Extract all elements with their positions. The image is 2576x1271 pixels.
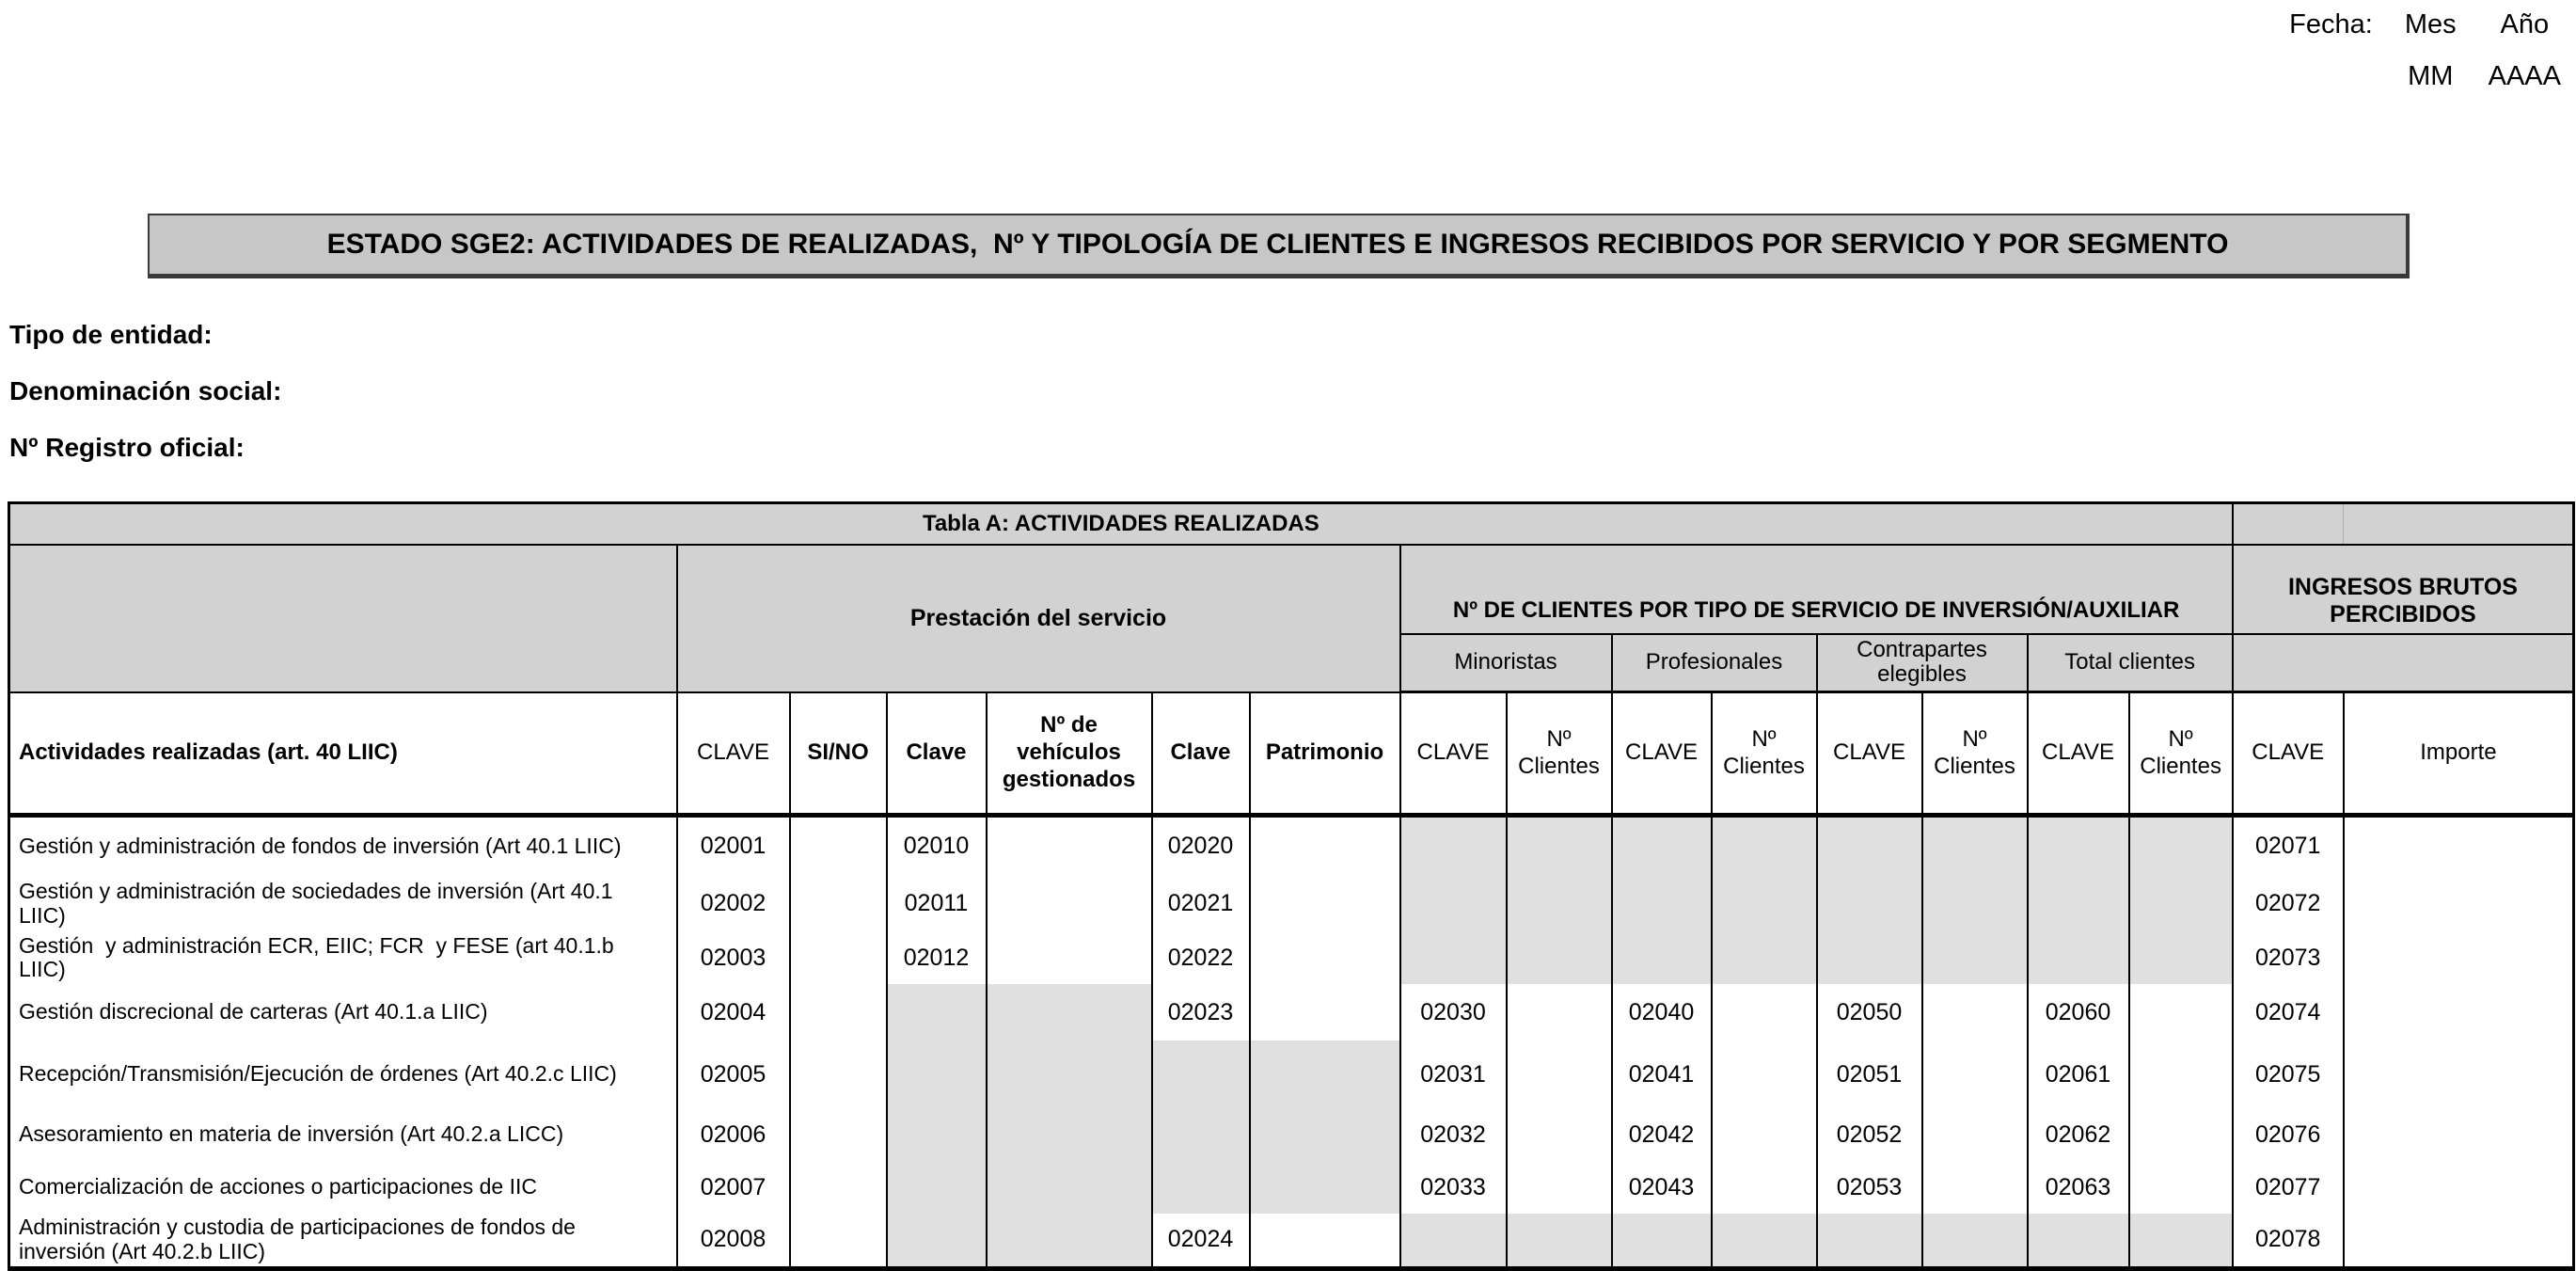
cell-prof_n (1712, 1041, 1817, 1108)
colhead-total-clave: CLAVE (2028, 692, 2129, 816)
activity-label-cell: Gestión y administración ECR, EIIC; FCR y FESE (art 40.1.b LIIC) (9, 932, 677, 985)
cell-prof_clave: 02043 (1612, 1161, 1712, 1214)
table-row (9, 1108, 2574, 1161)
cell-total_n (2129, 984, 2233, 1041)
cell-n_vehiculos (987, 1161, 1152, 1214)
cell-si_no (790, 1214, 887, 1268)
cell-prof_clave (1612, 876, 1712, 932)
activity-label-cell: Administración y custodia de participaciones de fondos de inversión (Art 40.2.b LIIC) (9, 1214, 677, 1268)
cell-contra_n (1922, 1108, 2028, 1161)
cell-ing_clave: 02073 (2233, 932, 2344, 985)
group-ingresos-brutos: INGRESOS BRUTOS PERCIBIDOS (2233, 545, 2574, 634)
cell-n_vehiculos (987, 984, 1152, 1041)
table-row (9, 1041, 2574, 1108)
cell-min_clave (1400, 816, 1507, 876)
cell-clave_gestion (887, 984, 987, 1041)
cell-min_clave: 02033 (1400, 1161, 1507, 1214)
cell-patrimonio (1250, 1161, 1400, 1214)
cell-si_no (790, 932, 887, 985)
cell-si_no (790, 816, 887, 876)
colhead-min-clave: CLAVE (1400, 692, 1507, 816)
cell-patrimonio (1250, 984, 1400, 1041)
cell-clave: 02008 (677, 1214, 790, 1268)
cell-total_clave (2028, 1214, 2129, 1268)
cell-si_no (790, 1108, 887, 1161)
cell-prof_n (1712, 984, 1817, 1041)
cell-ing_clave: 02078 (2233, 1214, 2344, 1268)
cell-contra_n (1922, 1214, 2028, 1268)
subgroup-contrapartes-elegibles: Contrapartes elegibles (1817, 634, 2028, 692)
cell-n_vehiculos (987, 1108, 1152, 1161)
cell-min_clave (1400, 1214, 1507, 1268)
colhead-n-vehiculos: Nº de vehículos gestionados (987, 692, 1152, 816)
cell-importe (2344, 1214, 2574, 1268)
cell-clave_patrimonio: 02024 (1152, 1214, 1250, 1268)
cell-patrimonio (1250, 1041, 1400, 1108)
cell-min_n (1507, 984, 1612, 1041)
form-title-bar (148, 214, 2410, 278)
cell-total_n (2129, 1161, 2233, 1214)
cell-prof_n (1712, 876, 1817, 932)
cell-prof_n (1712, 1214, 1817, 1268)
ano-label: Año (2500, 9, 2550, 40)
cell-n_vehiculos (987, 1041, 1152, 1108)
cell-contra_clave: 02052 (1817, 1108, 1922, 1161)
cell-clave_patrimonio (1152, 1041, 1250, 1108)
cell-total_clave: 02063 (2028, 1161, 2129, 1214)
cell-clave_gestion: 02012 (887, 932, 987, 985)
cell-contra_n (1922, 1041, 2028, 1108)
cell-min_n (1507, 816, 1612, 876)
cell-prof_clave (1612, 1214, 1712, 1268)
cell-n_vehiculos (987, 876, 1152, 932)
cell-min_n (1507, 1214, 1612, 1268)
activity-label-cell: Asesoramiento en materia de inversión (Art 40.2.a LICC) (9, 1108, 677, 1161)
date-block (2289, 9, 2561, 92)
cell-total_n (2129, 932, 2233, 985)
colhead-clave-gestion: Clave (887, 692, 987, 816)
cell-patrimonio (1250, 932, 1400, 985)
cell-contra_n (1922, 984, 2028, 1041)
cell-clave_patrimonio: 02020 (1152, 816, 1250, 876)
cell-clave: 02001 (677, 816, 790, 876)
colhead-patrimonio: Patrimonio (1250, 692, 1400, 816)
table-row (9, 932, 2574, 985)
colhead-total-n-clientes: Nº Clientes (2129, 692, 2233, 816)
cell-clave_patrimonio: 02022 (1152, 932, 1250, 985)
cell-min_clave: 02030 (1400, 984, 1507, 1041)
cell-clave_gestion (887, 1108, 987, 1161)
table-row (9, 1214, 2574, 1268)
cell-prof_n (1712, 932, 1817, 985)
colhead-contra-n-clientes: Nº Clientes (1922, 692, 2028, 816)
cell-total_n (2129, 1108, 2233, 1161)
cell-prof_clave: 02041 (1612, 1041, 1712, 1108)
cell-clave_patrimonio: 02021 (1152, 876, 1250, 932)
cell-n_vehiculos (987, 932, 1152, 985)
cell-total_clave (2028, 816, 2129, 876)
cell-total_clave: 02062 (2028, 1108, 2129, 1161)
table-row (9, 1161, 2574, 1214)
cell-contra_clave: 02050 (1817, 984, 1922, 1041)
cell-si_no (790, 1041, 887, 1108)
cell-min_n (1507, 1108, 1612, 1161)
date-spacer (2289, 61, 2373, 92)
cell-total_n (2129, 1214, 2233, 1268)
subgroup-profesionales: Profesionales (1612, 634, 1817, 692)
cell-importe (2344, 984, 2574, 1041)
cell-n_vehiculos (987, 1214, 1152, 1268)
cell-prof_n (1712, 1161, 1817, 1214)
colhead-importe: Importe (2344, 692, 2574, 816)
cell-ing_clave: 02074 (2233, 984, 2344, 1041)
activity-label-cell: Comercialización de acciones o participaciones de IIC (9, 1161, 677, 1214)
cell-total_clave (2028, 932, 2129, 985)
caption-empty-cell (2344, 503, 2574, 545)
cell-patrimonio (1250, 876, 1400, 932)
table-caption: Tabla A: ACTIVIDADES REALIZADAS (9, 503, 2233, 545)
group-num-clientes: Nº DE CLIENTES POR TIPO DE SERVICIO DE INVERSIÓN/AUXILIAR (1400, 545, 2233, 634)
cell-total_n (2129, 816, 2233, 876)
fecha-label: Fecha: (2289, 9, 2373, 40)
mes-label: Mes (2404, 9, 2457, 40)
cell-contra_clave: 02051 (1817, 1041, 1922, 1108)
activity-label-cell: Recepción/Transmisión/Ejecución de órdenes (Art 40.2.c LIIC) (9, 1041, 677, 1108)
cell-min_clave (1400, 932, 1507, 985)
cell-si_no (790, 984, 887, 1041)
subgroup-minoristas: Minoristas (1400, 634, 1612, 692)
activity-label-cell: Gestión discrecional de carteras (Art 40.1.a LIIC) (9, 984, 677, 1041)
cell-min_clave (1400, 876, 1507, 932)
colhead-clave: CLAVE (677, 692, 790, 816)
cell-si_no (790, 1161, 887, 1214)
colhead-prof-clave: CLAVE (1612, 692, 1712, 816)
cell-prof_clave: 02042 (1612, 1108, 1712, 1161)
cell-min_clave: 02032 (1400, 1108, 1507, 1161)
cell-min_n (1507, 876, 1612, 932)
colhead-prof-n-clientes: Nº Clientes (1712, 692, 1817, 816)
cell-ing_clave: 02076 (2233, 1108, 2344, 1161)
cell-min_n (1507, 1161, 1612, 1214)
tabla-a-actividades (8, 501, 2575, 1271)
cell-min_n (1507, 932, 1612, 985)
cell-prof_clave (1612, 932, 1712, 985)
cell-clave_gestion: 02011 (887, 876, 987, 932)
cell-importe (2344, 1161, 2574, 1214)
cell-prof_n (1712, 816, 1817, 876)
colhead-si-no: SI/NO (790, 692, 887, 816)
cell-total_clave (2028, 876, 2129, 932)
table-caption-row (9, 503, 2574, 545)
subgroup-ingresos-empty (2233, 634, 2574, 692)
cell-ing_clave: 02071 (2233, 816, 2344, 876)
cell-ing_clave: 02072 (2233, 876, 2344, 932)
cell-contra_clave (1817, 876, 1922, 932)
company-name-label: Denominación social: (9, 376, 282, 405)
cell-clave_patrimonio (1152, 1108, 1250, 1161)
form-title: ESTADO SGE2: ACTIVIDADES DE REALIZADAS, Nº Y TIPOLOGÍA DE CLIENTES E INGRESOS RECIBIDOS POR SERVICIO Y POR SEGMENTO (326, 229, 2229, 260)
activity-label-cell: Gestión y administración de fondos de inversión (Art 40.1 LIIC) (9, 816, 677, 876)
cell-contra_clave: 02053 (1817, 1161, 1922, 1214)
colhead-actividades: Actividades realizadas (art. 40 LIIC) (9, 692, 677, 816)
cell-clave_gestion (887, 1041, 987, 1108)
cell-importe (2344, 932, 2574, 985)
cell-patrimonio (1250, 1214, 1400, 1268)
cell-ing_clave: 02075 (2233, 1041, 2344, 1108)
cell-patrimonio (1250, 816, 1400, 876)
cell-contra_clave (1817, 932, 1922, 985)
cell-clave: 02003 (677, 932, 790, 985)
cell-total_n (2129, 1041, 2233, 1108)
cell-importe (2344, 876, 2574, 932)
cell-prof_clave: 02040 (1612, 984, 1712, 1041)
colhead-ingresos-clave: CLAVE (2233, 692, 2344, 816)
cell-clave_patrimonio (1152, 1161, 1250, 1214)
cell-contra_n (1922, 1161, 2028, 1214)
registry-number-label: Nº Registro oficial: (9, 433, 245, 462)
cell-ing_clave: 02077 (2233, 1161, 2344, 1214)
cell-prof_n (1712, 1108, 1817, 1161)
entity-type-label: Tipo de entidad: (9, 320, 213, 349)
group-header-row (9, 545, 2574, 634)
cell-contra_clave (1817, 1214, 1922, 1268)
cell-patrimonio (1250, 1108, 1400, 1161)
corner-empty-cell (9, 545, 677, 692)
cell-importe (2344, 1108, 2574, 1161)
cell-clave_gestion: 02010 (887, 816, 987, 876)
cell-contra_n (1922, 932, 2028, 985)
cell-n_vehiculos (987, 816, 1152, 876)
cell-clave: 02005 (677, 1041, 790, 1108)
cell-contra_clave (1817, 816, 1922, 876)
cell-prof_clave (1612, 816, 1712, 876)
table-row (9, 984, 2574, 1041)
cell-clave: 02006 (677, 1108, 790, 1161)
cell-contra_n (1922, 816, 2028, 876)
cell-clave: 02004 (677, 984, 790, 1041)
cell-si_no (790, 876, 887, 932)
cell-total_clave: 02060 (2028, 984, 2129, 1041)
cell-clave_patrimonio: 02023 (1152, 984, 1250, 1041)
caption-empty-cell (2233, 503, 2344, 545)
column-header-row (9, 692, 2574, 816)
cell-clave_gestion (887, 1161, 987, 1214)
cell-contra_n (1922, 876, 2028, 932)
colhead-min-n-clientes: Nº Clientes (1507, 692, 1612, 816)
table-row (9, 876, 2574, 932)
cell-importe (2344, 816, 2574, 876)
cell-total_clave: 02061 (2028, 1041, 2129, 1108)
subgroup-total-clientes: Total clientes (2028, 634, 2233, 692)
table-row (9, 816, 2574, 876)
cell-clave: 02007 (677, 1161, 790, 1214)
ano-value: AAAA (2488, 61, 2561, 91)
cell-min_clave: 02031 (1400, 1041, 1507, 1108)
mes-value: MM (2408, 61, 2454, 91)
cell-importe (2344, 1041, 2574, 1108)
cell-clave_gestion (887, 1214, 987, 1268)
cell-min_n (1507, 1041, 1612, 1108)
group-prestacion-servicio: Prestación del servicio (677, 545, 1400, 692)
cell-total_n (2129, 876, 2233, 932)
activity-label-cell: Gestión y administración de sociedades de inversión (Art 40.1 LIIC) (9, 876, 677, 932)
colhead-clave-patrimonio: Clave (1152, 692, 1250, 816)
cell-clave: 02002 (677, 876, 790, 932)
colhead-contra-clave: CLAVE (1817, 692, 1922, 816)
